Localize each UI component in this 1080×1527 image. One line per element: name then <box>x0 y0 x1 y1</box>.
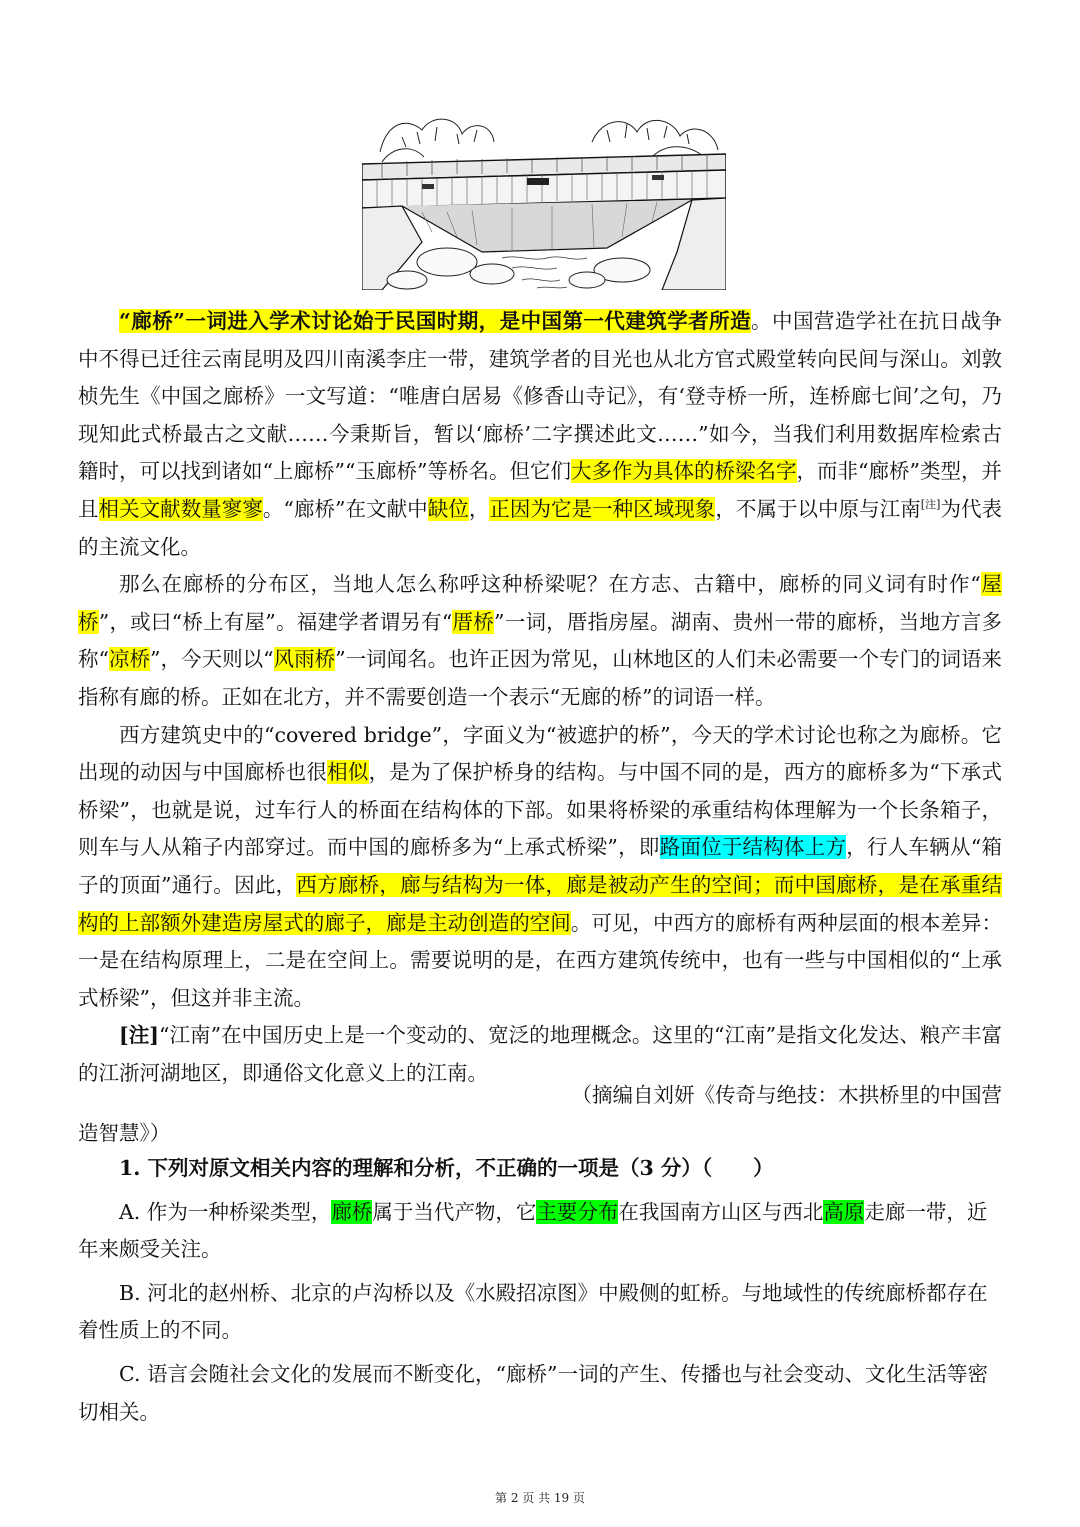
paragraph-text: ”，或曰“桥上有屋”。福建学者谓另有“ <box>98 609 453 634</box>
paragraph-2 <box>78 566 1002 716</box>
highlight-road-above: 路面位于结构体上方 <box>659 835 847 860</box>
source-citation <box>78 1077 1002 1152</box>
paragraph-text: 那么在廊桥的分布区，当地人怎么称呼这种桥梁呢？在方志、古籍中，廊桥的同义词有时作“ <box>119 572 981 597</box>
paragraph-text: ， <box>468 496 490 521</box>
highlight-langqiao: 廊桥 <box>331 1199 373 1224</box>
paragraph-text: ，是为了保护桥身的结构。与中国不同的是，西方的廊桥多为“下承式桥梁”，也就是说，过车行人的桥面在结构体的下部。如果将桥梁的承重结构体理解为一个长条箱子，则车与人从箱子内部穿过。而中国的廊桥多为“上承式桥梁”，即 <box>78 760 1003 860</box>
option-text: 属于当代产物，它 <box>372 1199 537 1224</box>
highlight-similar: 相似 <box>327 760 369 785</box>
footnote-label: [注] <box>119 1023 159 1048</box>
highlight-regional: 正因为它是一种区域现象 <box>489 496 716 521</box>
option-c[interactable]: C. 语言会随社会文化的发展而不断变化，“廊桥”一词的产生、传播也与社会变动、文化生活等密切相关。 <box>78 1361 988 1424</box>
covered-bridge-illustration <box>362 112 726 290</box>
highlight-wuqiao: 屋桥 <box>78 572 1002 634</box>
highlight-comparison: 西方廊桥，廊与结构为一体，廊是被动产生的空间；而中国廊桥，是在承重结构的上部额外建造房屋式的廊子，廊是主动创造的空间 <box>78 872 1002 935</box>
highlight-distribution: 主要分布 <box>536 1199 619 1224</box>
highlight-cuoqiao: 厝桥 <box>452 609 495 634</box>
paragraph-text: ”一词闻名。也许正因为常见，山林地区的人们未必需要一个专门的词语来指称有廊的桥。正如在北方，并不需要创造一个表示“无廊的桥”的词语一样。 <box>78 647 1003 709</box>
option-text: 在我国南方山区与西北 <box>618 1199 824 1224</box>
option-text: A. 作为一种桥梁类型， <box>119 1199 332 1224</box>
paragraph-text: 为代表的主流文化。 <box>78 496 1003 559</box>
note-marker: [注] <box>920 498 941 512</box>
question-title: 1. 下列对原文相关内容的理解和分析，不正确的一项是（3 分）（ ） <box>119 1156 774 1180</box>
highlight-thesis: “廊桥”一词进入学术讨论始于民国时期，是中国第一代建筑学者所造 <box>119 309 752 333</box>
source-line-2: 造智慧》） <box>78 1120 171 1145</box>
paragraph-text: ”一词，厝指房屋。湖南、贵州一带的廊桥，当地方言多称“ <box>78 609 1003 672</box>
question-1 <box>78 1150 1002 1431</box>
option-b[interactable]: B. 河北的赵州桥、北京的卢沟桥以及《水殿招凉图》中殿侧的虹桥。与地域性的传统廊桥都存在着性质上的不同。 <box>78 1280 988 1343</box>
paragraph-text: ，而非“廊桥”类型，并且 <box>78 459 1002 521</box>
option-a[interactable] <box>78 1194 1002 1269</box>
highlight-liangqiao: 凉桥 <box>109 647 151 672</box>
highlight-fengyuqiao: 风雨桥 <box>273 647 336 672</box>
option-text: 走廊一带，近年来颇受关注。 <box>78 1199 988 1262</box>
footnote-text: “江南”在中国历史上是一个变动的、宽泛的地理概念。这里的“江南”是指文化发达、粮产丰富的江浙河湖地区，即通俗文化意义上的江南。 <box>78 1023 1002 1085</box>
paragraph-text: 西方建筑史中的“covered bridge”，字面义为“被遮护的桥”，今天的学术讨论也称之为廊桥。它出现的动因与中国廊桥也很 <box>78 722 1002 785</box>
paragraph-text: ，行人车辆从“箱子的顶面”通行。因此， <box>78 835 1002 897</box>
paragraph-text: ，不属于以中原与江南 <box>715 496 921 521</box>
paragraph-1 <box>78 303 1002 566</box>
paragraph-text: 。中国营造学社在抗日战争中不得已迁往云南昆明及四川南溪李庄一带，建筑学者的目光也从北方官式殿堂转向民间与深山。刘敦桢先生《中国之廊桥》一文写道：“唯唐白居易《修香山寺记》，有‘登寺桥一所，连桥廊七间’之句，乃现知此式桥最古之文献……今秉斯旨，暂以‘廊桥’二字撰述此文……”如今，当我们利用数据库检索古籍时，可以找到诸如“上廊桥”“玉廊桥”等桥名。但它们 <box>78 309 1002 484</box>
highlight-few-documents: 相关文献数量寥寥 <box>98 496 263 521</box>
paragraph-3 <box>78 717 1002 1018</box>
highlight-plateau: 高原 <box>823 1199 865 1224</box>
paragraph-text: 。“廊桥”在文献中 <box>262 496 428 521</box>
page-footer: 第 2 页 共 19 页 <box>495 1491 585 1505</box>
paragraph-text: ”，今天则以“ <box>150 647 274 672</box>
source-line-1: （摘编自刘妍《传奇与绝技：木拱桥里的中国营 <box>571 1083 1002 1107</box>
highlight-bridge-names: 大多作为具体的桥梁名字 <box>570 459 797 484</box>
highlight-absence: 缺位 <box>427 496 469 521</box>
paragraph-text: 。可见，中西方的廊桥有两种层面的根本差异：一是在结构原理上，二是在空间上。需要说明的是，在西方建筑传统中，也有一些与中国相似的“上承式桥梁”，但这并非主流。 <box>78 910 1003 1010</box>
passage <box>78 303 1002 1092</box>
